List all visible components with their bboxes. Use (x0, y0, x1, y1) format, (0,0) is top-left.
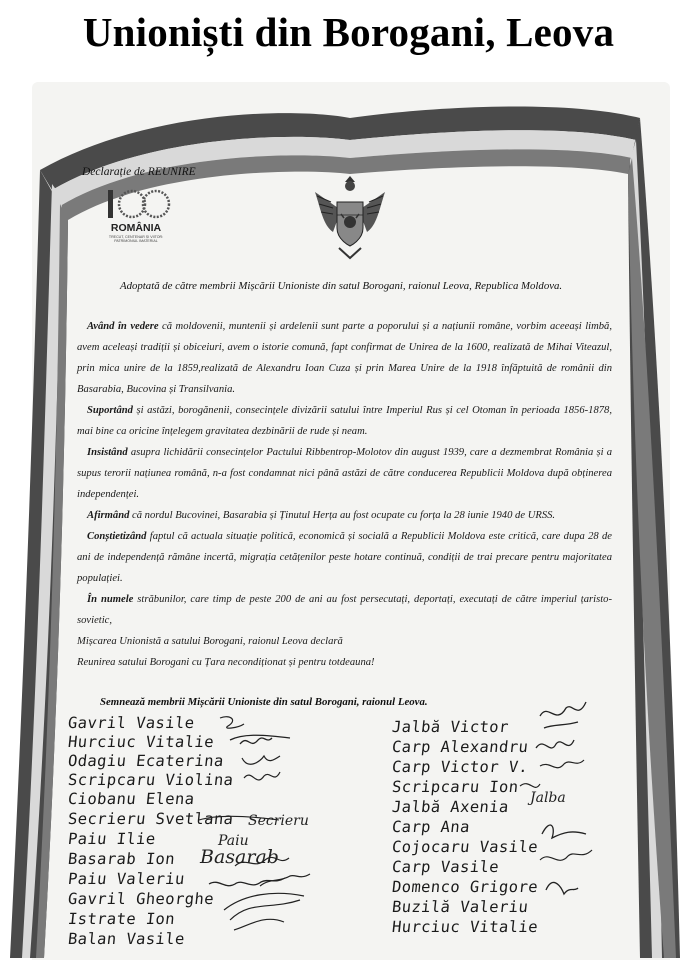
signer-name: Balan Vasile (67, 930, 186, 948)
signature-jalba: Jalba (530, 790, 566, 806)
signer-name: Paiu Valeriu (67, 870, 186, 888)
paragraph-insisting (77, 442, 612, 505)
signer-name: Gavril Gheorghe (67, 890, 215, 908)
paragraph-considering (77, 316, 612, 400)
signer-name: Paiu Ilie (67, 830, 157, 848)
adopted-by-line: Adoptată de către membrii Mișcării Unioniste din satul Borogani, raionul Leova, Republica Moldova. (120, 280, 563, 292)
paragraph-lead: Suportând (87, 405, 133, 416)
paragraph-movement: Mișcarea Unionistă a satului Borogani, raionul Leova declară (77, 636, 343, 647)
signatures-right (500, 700, 620, 920)
signature-basarab: Basarab (200, 846, 279, 868)
paragraph-lead: Afirmând (87, 510, 130, 521)
signers-heading: Semnează membrii Mișcării Unioniste din satul Borogani, raionul Leova. (100, 696, 428, 708)
page-headline: Unioniști din Borogani, Leova (82, 9, 615, 55)
paragraph-affirming (77, 505, 612, 526)
paragraph-text: faptul că actuala situație politică, economică și socială a Republicii Moldova este critică, care dupa 28 de ani de independență rămâne incertă, migrația cetățenilor peste hotare continuă, condiții de trai precare pentru majoritatea populației. (77, 531, 612, 584)
paragraph-reunification: Reunirea satului Borogani cu Țara necondiționat și pentru totdeauna! (77, 657, 375, 668)
signature-secrieru: Secrieru (248, 813, 309, 829)
signer-name: Domenco Grigore (391, 878, 539, 896)
declaration-body (77, 316, 612, 673)
signer-name: Cojocaru Vasile (391, 838, 539, 856)
paragraph-lead: Conștietizând (87, 531, 147, 542)
paragraph-text: și astăzi, borogănenii, consecințele divizării satului între Imperiul Rus și cel Otoman în perioada 1856-1878, mai bine ca oricine înțelegem gravitatea dezbinării de rude și neam. (77, 405, 612, 437)
signer-name: Scripcaru Violina (67, 771, 235, 789)
signer-name: Istrate Ion (67, 910, 177, 928)
logo-tagline: TRECUT, CENTENAR ȘI VIITOR: PATRIMONIUL IMATERIAL (108, 235, 164, 243)
signer-name: Carp Alexandru (391, 738, 530, 756)
signer-name: Gavril Vasile (67, 714, 196, 732)
signer-name: Secrieru Svetlana (67, 810, 235, 828)
paragraph-text: asupra lichidării consecințelor Pactului Ribbentrop-Molotov din august 1939, care a dezmembrat România și a supus terorii națiunea română, n-a fost condamnat nici până astăzi de către conducerea Republicii Moldova după obținerea independenței. (77, 447, 612, 500)
signer-name: Hurciuc Vitalie (391, 918, 539, 936)
paragraph-text: străbunilor, care timp de peste 200 de ani au fost persecutați, deportați, executați de către imperiul țaristo-sovietic, (77, 594, 612, 626)
signature-paiu: Paiu (218, 833, 249, 849)
paragraph-text: că nordul Bucovinei, Basarabia și Ținutul Herța au fost ocupate cu forța la 28 iunie 1940 de URSS. (129, 510, 556, 521)
signer-name: Carp Vasile (391, 858, 501, 876)
paragraph-aware (77, 526, 612, 589)
signer-name: Jalbă Axenia (391, 798, 510, 816)
signer-name: Scripcaru Ion (391, 778, 520, 796)
paragraph-lead: În numele (87, 594, 134, 605)
coat-of-arms-icon (311, 170, 389, 262)
declaration-label: Declarație de REUNIRE (82, 166, 196, 178)
signer-name: Hurciuc Vitalie (67, 733, 215, 751)
signer-name: Odagiu Ecaterina (67, 752, 225, 770)
signer-name: Carp Ana (391, 818, 471, 836)
signer-name: Ciobanu Elena (67, 790, 196, 808)
romania-100-logo (100, 186, 172, 244)
paragraph-lead: Insistând (87, 447, 128, 458)
signer-name: Carp Victor V. (391, 758, 530, 776)
logo-wordmark: ROMÂNIA (110, 222, 162, 234)
paragraph-text: că moldovenii, muntenii și ardelenii sunt parte a poporului și a națiunii române, vorbim aceeași limbă, avem aceleași tradiții și obiceiuri, avem o istorie comună, fapt confirmat de Unirea de la 1600, realizată de Mihai Viteazul, prin mica unire de la 1859,realizată de Alexandru Ioan Cuza și prin Marea Unire de la 1918 înfăptuită de românii din Basarabia, Bucovina și Transilvania. (77, 321, 612, 395)
centenary-number-icon (100, 186, 172, 222)
paragraph-lead: Având în vedere (87, 321, 159, 332)
signer-name: Buzilă Valeriu (391, 898, 530, 916)
paragraph-in-the-name (77, 589, 612, 631)
signer-name: Jalbă Victor (391, 718, 510, 736)
paragraph-supporting (77, 400, 612, 442)
signer-name: Basarab Ion (67, 850, 177, 868)
